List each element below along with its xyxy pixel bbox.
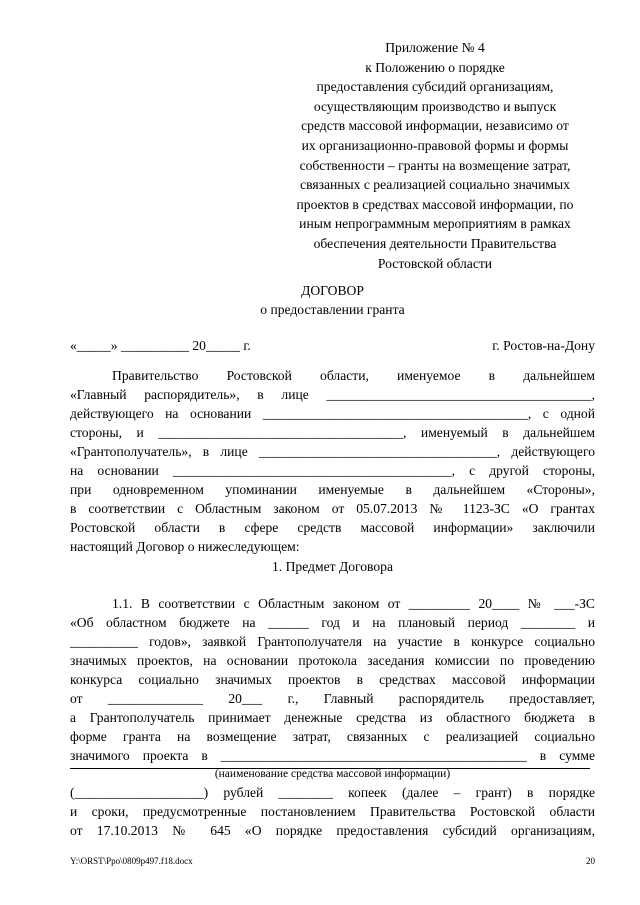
- media-caption: (наименование средства массовой информации): [214, 768, 451, 780]
- preamble-line: при одновременном упоминании именуемые в дальнейшем «Стороны»,: [70, 482, 595, 497]
- clause-line: конкурса социально значимых проектов в средствах массовой информации: [70, 672, 595, 687]
- preamble-line: стороны, и ____________________________________, именуемый в дальнейшем: [70, 425, 595, 440]
- clause-line: значимого проекта в _____________________________________________ в сумме: [70, 748, 595, 763]
- document-title: ДОГОВОР: [301, 283, 364, 298]
- preamble-line: на основании _________________________________________, с другой стороны,: [70, 463, 595, 478]
- page-number: 20: [586, 856, 595, 866]
- section-heading: 1. Предмет Договора: [271, 559, 393, 574]
- clause-line: форме гранта на возмещение затрат, связанных с реализацией социально: [70, 729, 595, 744]
- appendix-line: Приложение № 4: [385, 40, 485, 55]
- clause-line: «Об областном бюджете на ______ год и на плановый период ________ и: [70, 615, 595, 630]
- appendix-line: их организационно-правовой формы и формы: [301, 138, 569, 153]
- appendix-line: иным непрограммным мероприятиям в рамках: [299, 216, 571, 232]
- appendix-line: проектов в средствах массовой информации, по: [296, 196, 574, 212]
- clause-line: и сроки, предусмотренные постановлением Правительства Ростовской области: [70, 804, 595, 819]
- preamble-line: «Главный распорядитель», в лице _______________________________________,: [70, 387, 595, 402]
- appendix-line: средств массовой информации, независимо от: [301, 118, 569, 134]
- preamble-line: действующего на основании _______________________________________, с одной: [70, 406, 595, 421]
- clause-line: (___________________) рублей ________ копеек (далее – грант) в порядке: [70, 785, 595, 800]
- clause-line: значимых проектов, на основании протокола заседания комиссии по проведению: [70, 653, 595, 668]
- appendix-line: к Положению о порядке: [365, 59, 505, 75]
- clause-line: 1.1. В соответствии с Областным законом от _________ 20____ № ___-ЗС: [112, 596, 595, 611]
- clause-line: а Грантополучатель принимает денежные средства из областного бюджета в: [70, 710, 595, 725]
- clause-line: от 17.10.2013 № 645 «О порядке предоставления субсидий организациям,: [70, 823, 595, 838]
- preamble-line: «Грантополучатель», в лице ___________________________________, действующего: [70, 444, 595, 459]
- preamble-line: Ростовской области в сфере средств массовой информации» заключили: [70, 520, 595, 535]
- preamble-line: в соответствии с Областным законом от 05.07.2013 № 1123-ЗС «О грантах: [70, 501, 595, 516]
- appendix-line: связанных с реализацией социально значимых: [300, 177, 570, 193]
- clause-line: __________ годов», заявкой Грантополучателя на участие в конкурсе социально: [70, 634, 595, 649]
- appendix-line: обеспечения деятельности Правительства: [313, 236, 557, 251]
- footer-file-path: Y:\ORST\Ppo\0809p497.f18.docx: [70, 856, 193, 866]
- date-line: «_____» __________ 20_____ г.: [70, 338, 251, 353]
- preamble-line: Правительство Ростовской области, именуемое в дальнейшем: [112, 368, 595, 383]
- document-subtitle: о предоставлении гранта: [260, 302, 405, 317]
- appendix-line: собственности – гранты на возмещение затрат,: [299, 157, 571, 173]
- city-name: г. Ростов-на-Дону: [492, 338, 595, 353]
- appendix-line: предоставления субсидий организациям,: [316, 79, 554, 95]
- appendix-line: Ростовской области: [377, 255, 493, 271]
- clause-line: от ______________ 20___ г., Главный распорядитель предоставляет,: [70, 691, 595, 706]
- preamble-line: настоящий Договор о нижеследующем:: [70, 539, 300, 554]
- appendix-line: осуществляющим производство и выпуск: [313, 98, 557, 114]
